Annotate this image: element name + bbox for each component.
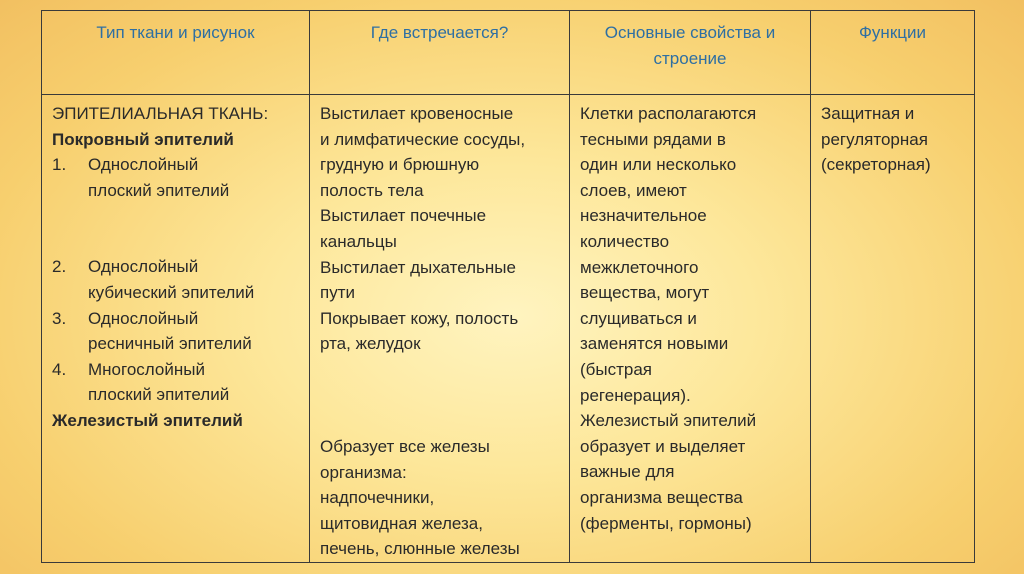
header-row — [42, 11, 975, 95]
epithelial-title: ЭПИТЕЛИАЛЬНАЯ ТКАНЬ: — [52, 104, 269, 123]
header-tissue-type: Тип ткани и рисунок — [42, 11, 310, 95]
header-properties: Основные свойства и строение — [570, 11, 811, 95]
location-cell: Выстилает кровеносные и лимфатические сосуды, грудную и брюшную полость тела Выстилает почечные канальцы Выстилает дыхательные пути Покрывает кожу, полость рта, желудок Образует все железы организма: надпочечники, щитовидная железа, печень, слюнные железы — [310, 95, 570, 563]
covering-epithelium: Покровный эпителий — [52, 129, 234, 149]
functions-cell: Защитная и регуляторная (секреторная) — [811, 95, 975, 563]
list-item: 2. Однослойный кубический эпителий — [52, 257, 255, 302]
list-item: 1. Однослойный плоский эпителий — [52, 155, 230, 200]
list-item: 3. Однослойный ресничный эпителий — [52, 308, 252, 354]
body-row — [42, 95, 975, 563]
header-functions: Функции — [811, 11, 975, 95]
tissue-type-cell — [42, 95, 310, 563]
list-item: 4. Многослойный плоский эпителий — [52, 359, 230, 405]
properties-cell: Клетки располагаются тесными рядами в один или несколько слоев, имеют незначительное количество межклеточного вещества, могут слущиваться и заменятся новыми (быстрая регенерация). Железистый эпителий образует и выделяет важные для организма вещества (ферменты, гормоны) — [570, 95, 811, 563]
header-location: Где встречается? — [310, 11, 570, 95]
tissue-table — [41, 10, 975, 563]
glandular-epithelium: Железистый эпителий — [52, 410, 243, 430]
